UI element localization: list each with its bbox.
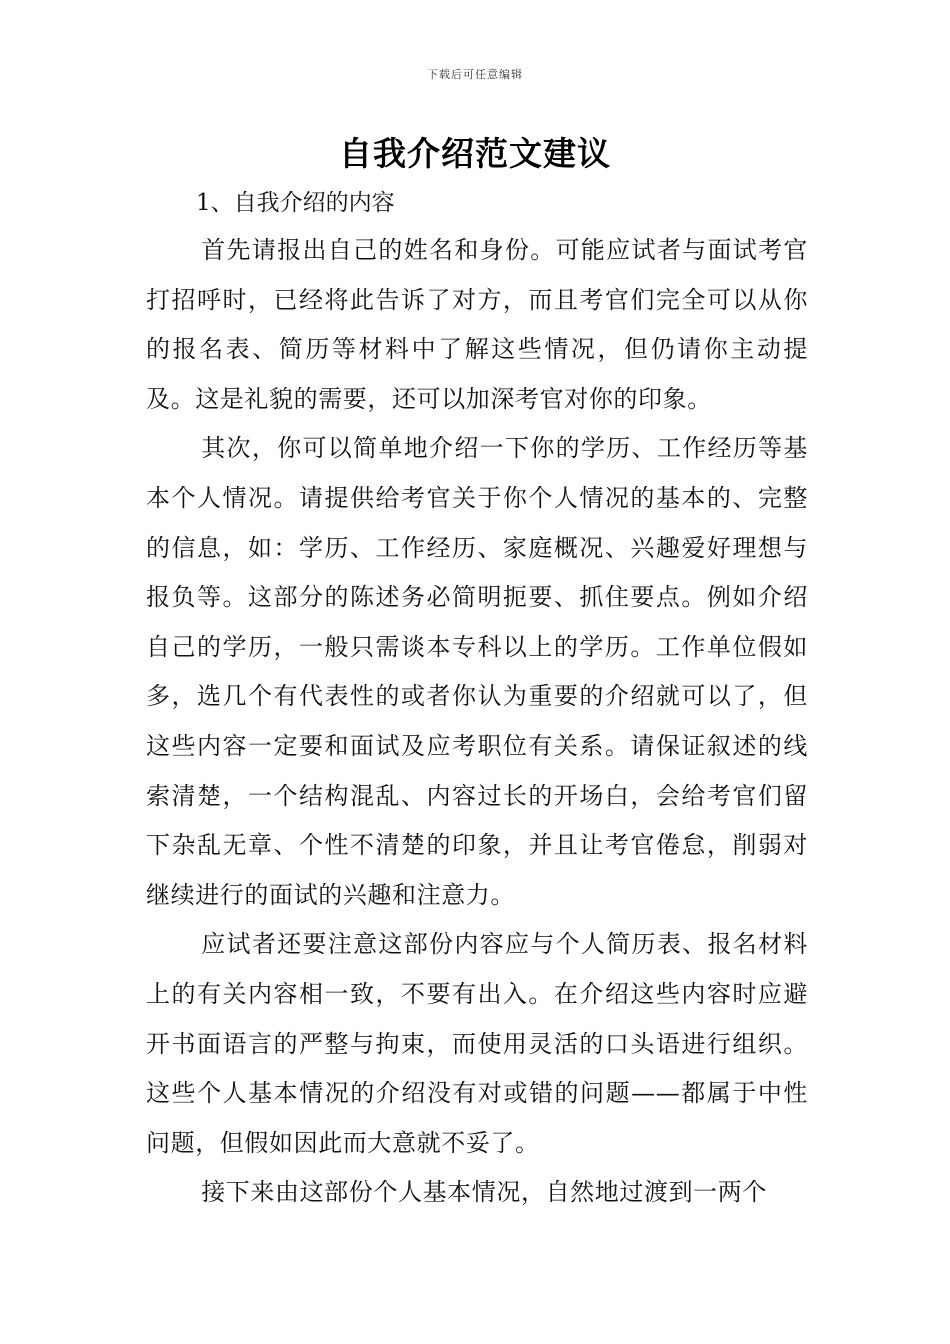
paragraph-4: 接下来由这部份个人基本情况，自然地过渡到一两个 — [201, 1178, 767, 1207]
paragraph-3: 应试者还要注意这部份内容应与个人简历表、报名材料上的有关内容相一致，不要有出入。在介绍这些内容时应避开书面语言的严整与拘束，而使用灵活的口头语进行组织。这些个人基本情况的介绍没有对或错的问题——都属于中性问题，但假如因此而大意就不妥了。 — [146, 930, 808, 1157]
section-heading: 1、自我介绍的内容 — [196, 190, 395, 216]
document-title: 自我介绍范文建议 — [339, 134, 611, 173]
header-note: 下载后可任意编辑 — [427, 68, 523, 81]
paragraph-2: 其次，你可以简单地介绍一下你的学历、工作经历等基本个人情况。请提供给考官关于你个人情况的基本的、完整的信息，如：学历、工作经历、家庭概况、兴趣爱好理想与报负等。这部分的陈述务必简明扼要、抓住要点。例如介绍自己的学历，一般只需谈本专科以上的学历。工作单位假如多，选几个有代表性的或者你认为重要的介绍就可以了，但这些内容一定要和面试及应考职位有关系。请保证叙述的线索清楚，一个结构混乱、内容过长的开场白，会给考官们留下杂乱无章、个性不清楚的印象，并且让考官倦怠，削弱对继续进行的面试的兴趣和注意力。 — [146, 434, 808, 909]
paragraph-1: 首先请报出自己的姓名和身份。可能应试者与面试考官打招呼时，已经将此告诉了对方，而且考官们完全可以从你的报名表、简历等材料中了解这些情况，但仍请你主动提及。这是礼貌的需要，还可以加深考官对你的印象。 — [146, 236, 808, 413]
document-body — [146, 226, 808, 1218]
